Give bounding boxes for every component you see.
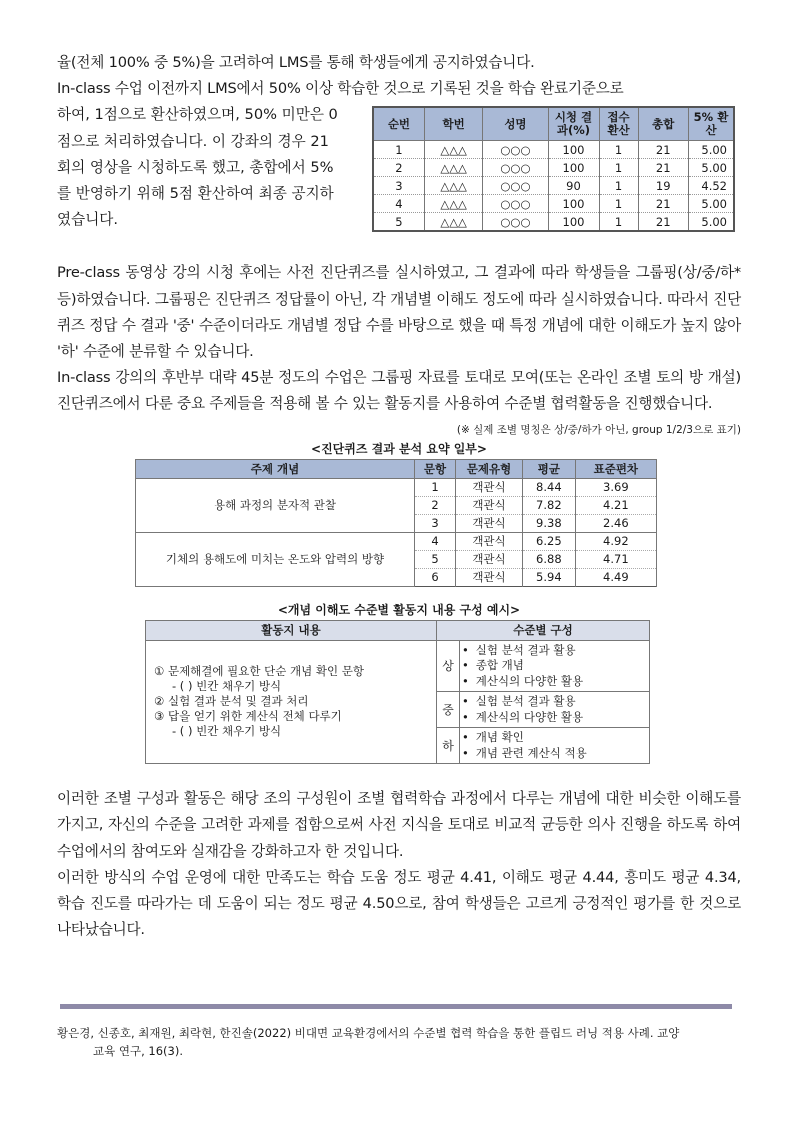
cell: 7.82	[523, 496, 576, 514]
cell: 1	[599, 195, 638, 213]
activity-content	[146, 640, 437, 764]
cell: 6.88	[523, 550, 576, 568]
cell: 5.00	[689, 141, 735, 159]
document-body	[57, 50, 741, 943]
cell: 1	[599, 141, 638, 159]
quiz-header: 문항	[415, 459, 456, 478]
paragraph-2-wrap: 하여, 1점으로 환산하였으며, 50% 미만은 0점으로 처리하였습니다. 이 강좌의 경우 21회의 영상을 시청하도록 했고, 총합에서 5%를 반영하기 위해 5점 환산하여 최종 공지하였습니다.	[57, 106, 338, 229]
cell: △△△	[424, 159, 483, 177]
quiz-header: 주제 개념	[136, 459, 415, 478]
list-item: • 개념 관련 계산식 적용	[475, 746, 648, 762]
cell: 객관식	[456, 514, 523, 532]
cell: 21	[638, 195, 689, 213]
activity-line: ① 문제해결에 필요한 단순 개념 확인 문항	[154, 664, 364, 679]
cell: ○○○	[483, 141, 548, 159]
list-item: • 개념 확인	[475, 730, 648, 746]
cell: 3.69	[575, 478, 656, 496]
table-row	[136, 532, 657, 550]
quiz-header: 문제유형	[456, 459, 523, 478]
score-header: 성명	[483, 107, 548, 141]
cell: 8.44	[523, 478, 576, 496]
cell: △△△	[424, 177, 483, 195]
cell: 5	[415, 550, 456, 568]
table-row	[136, 478, 657, 496]
topic-cell: 기체의 용해도에 미치는 온도와 압력의 방향	[136, 532, 415, 586]
score-header: 5% 환산	[689, 107, 735, 141]
list-item: • 실험 분석 결과 활용	[475, 694, 648, 710]
footnote-divider	[60, 1004, 732, 1009]
cell: 1	[415, 478, 456, 496]
cell: 4.71	[575, 550, 656, 568]
quiz-table	[135, 459, 657, 587]
cell: 6.25	[523, 532, 576, 550]
level-mid-items	[460, 692, 650, 728]
paragraph-4: In-class 강의의 후반부 대략 45분 정도의 수업은 그룹핑 자료를 토대로 모여(또는 온라인 조별 토의 방 개설) 진단퀴즈에서 다룬 중요 주제들을 적용해 볼 수 있는 활동지를 사용하여 수준별 협력활동을 진행했습니다.	[57, 369, 741, 413]
cell: ○○○	[483, 195, 548, 213]
reference-line-2: 교육 연구, 16(3).	[93, 1044, 183, 1058]
score-header: 접수 환산	[599, 107, 638, 141]
cell: 객관식	[456, 550, 523, 568]
cell: 4	[373, 195, 424, 213]
list-item: • 계산식의 다양한 활용	[475, 710, 648, 726]
cell: 2	[373, 159, 424, 177]
wrap-section	[57, 102, 741, 234]
cell: 객관식	[456, 496, 523, 514]
table-row	[373, 195, 734, 213]
cell: 4.49	[575, 568, 656, 586]
cell: △△△	[424, 213, 483, 232]
activity-line: ② 실험 결과 분석 및 결과 처리	[154, 694, 309, 709]
activity-line: ③ 답을 얻기 위한 계산식 전체 다루기	[154, 709, 342, 724]
cell: 5	[373, 213, 424, 232]
cell: 5.94	[523, 568, 576, 586]
cell: 4.92	[575, 532, 656, 550]
cell: 100	[548, 195, 599, 213]
paragraph-1: 율(전체 100% 중 5%)을 고려하여 LMS를 통해 학생들에게 공지하였습니다.	[57, 54, 535, 71]
group-name-note: (※ 실제 조별 명칭은 상/중/하가 아닌, group 1/2/3으로 표기)	[456, 423, 741, 436]
paragraph-6: 이러한 방식의 수업 운영에 대한 만족도는 학습 도움 정도 평균 4.41, 이해도 평균 4.44, 흥미도 평균 4.34, 학습 진도를 따라가는 데 도움이 되는 정도 평균 4.50으로, 참여 학생들은 고르게 긍정적인 평가를 한 것으로 나타났습니다.	[57, 868, 741, 939]
cell: 5.00	[689, 159, 735, 177]
score-header: 시청 결과(%)	[548, 107, 599, 141]
activity-header: 수준별 구성	[437, 620, 650, 640]
activity-header: 활동지 내용	[146, 620, 437, 640]
cell: 4	[415, 532, 456, 550]
cell: 6	[415, 568, 456, 586]
cell: ○○○	[483, 213, 548, 232]
cell: 2.46	[575, 514, 656, 532]
reference-line-1: 황은경, 신종호, 최재원, 최락현, 한진솔(2022) 비대면 교육환경에서의 수준별 협력 학습을 통한 플립드 러닝 적용 사례. 교양	[57, 1026, 680, 1040]
activity-table-caption: <개념 이해도 수준별 활동지 내용 구성 예시>	[277, 602, 521, 617]
table-row	[373, 213, 734, 232]
activity-line: - ( ) 빈칸 채우기 방식	[172, 679, 282, 694]
cell: ○○○	[483, 159, 548, 177]
cell: 100	[548, 213, 599, 232]
cell: 1	[373, 141, 424, 159]
cell: 19	[638, 177, 689, 195]
cell: 객관식	[456, 568, 523, 586]
level-mid: 중	[437, 692, 460, 728]
table-row	[373, 141, 734, 159]
score-header: 순번	[373, 107, 424, 141]
reference	[57, 1024, 741, 1060]
table-row	[373, 159, 734, 177]
level-high: 상	[437, 640, 460, 692]
cell: 21	[638, 213, 689, 232]
cell: 4.21	[575, 496, 656, 514]
score-header: 학번	[424, 107, 483, 141]
quiz-table-caption: <진단퀴즈 결과 분석 요약 일부>	[311, 441, 487, 456]
cell: 90	[548, 177, 599, 195]
paragraph-3: Pre-class 동영상 강의 시청 후에는 사전 진단퀴즈를 실시하였고, 그 결과에 따라 학생들을 그룹핑(상/중/하* 등)하였습니다. 그룹핑은 진단퀴즈 정답률이 아닌, 각 개념별 이해도 정도에 따라 실시하였습니다. 따라서 진단퀴즈 정답 수 결과 '중' 수준이더라도 개념별 정답 수를 바탕으로 했을 때 특정 개념에 대한 이해도가 높지 않아 '하' 수준에 분류할 수 있습니다.	[57, 264, 741, 361]
cell: 21	[638, 141, 689, 159]
activity-line: - ( ) 빈칸 채우기 방식	[172, 724, 282, 739]
cell: △△△	[424, 195, 483, 213]
cell: 1	[599, 159, 638, 177]
list-item: • 실험 분석 결과 활용	[475, 643, 648, 659]
level-low: 하	[437, 728, 460, 764]
paragraph-5: 이러한 조별 구성과 활동은 해당 조의 구성원이 조별 협력학습 과정에서 다루는 개념에 대한 비슷한 이해도를 가지고, 자신의 수준을 고려한 과제를 접함으로써 사전 지식을 토대로 비교적 균등한 의사 진행을 하도록 하여 수업에서의 참여도와 실재감을 강화하고자 한 것입니다.	[57, 790, 741, 860]
cell: 4.52	[689, 177, 735, 195]
level-low-items	[460, 728, 650, 764]
cell: 1	[599, 213, 638, 232]
topic-cell: 용해 과정의 분자적 관찰	[136, 478, 415, 532]
score-header: 총합	[638, 107, 689, 141]
cell: 9.38	[523, 514, 576, 532]
cell: 21	[638, 159, 689, 177]
quiz-header: 표준편차	[575, 459, 656, 478]
list-item: • 계산식의 다양한 활용	[475, 674, 648, 690]
cell: 2	[415, 496, 456, 514]
cell: 1	[599, 177, 638, 195]
cell: 100	[548, 141, 599, 159]
list-item: • 종합 개념	[475, 658, 648, 674]
table-row	[373, 177, 734, 195]
score-table	[372, 106, 735, 232]
level-high-items	[460, 640, 650, 692]
cell: ○○○	[483, 177, 548, 195]
cell: 객관식	[456, 478, 523, 496]
quiz-header: 평균	[523, 459, 576, 478]
activity-table	[145, 620, 650, 765]
cell: 3	[373, 177, 424, 195]
cell: 3	[415, 514, 456, 532]
cell: 5.00	[689, 213, 735, 232]
cell: 객관식	[456, 532, 523, 550]
cell: 100	[548, 159, 599, 177]
cell: △△△	[424, 141, 483, 159]
paragraph-2-line: In-class 수업 이전까지 LMS에서 50% 이상 학습한 것으로 기록된 것을 학습 완료기준으로	[57, 80, 624, 98]
cell: 5.00	[689, 195, 735, 213]
